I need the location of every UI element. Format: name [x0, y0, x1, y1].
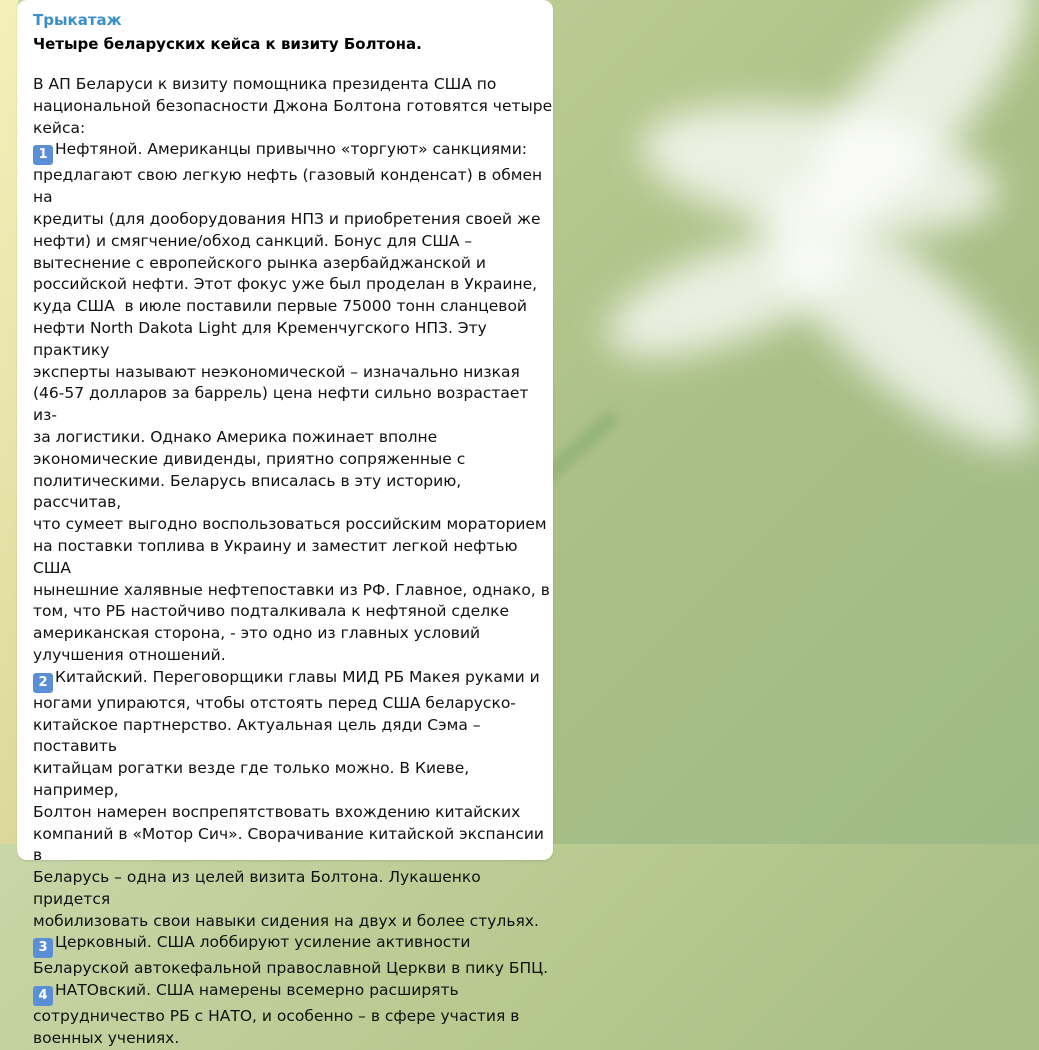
message-title: Четыре беларуских кейса к визиту Болтона.	[33, 35, 422, 53]
list-item-text: Нефтяной. Американцы привычно «торгуют» санкциями: предлагают свою легкую нефть (газовый конденсат) в обмен на кредиты (для дооборудования НПЗ и приобретения своей же нефти) и смягчение/обход санкций. Бонус для США – вытеснение с европейского рынка азербайджанской и российской нефти. Этот фокус уже был проделан в Украине, куда США в июле поставили первые 75000 тонн сланцевой нефти North Dakota Light для Кременчугского НПЗ. Эту практику эксперты называют неэкономической – изначально низкая (46-57 долларов за баррель) цена нефти сильно возрастает из- за логистики. Однако Америка пожинает вполне экономические дивиденды, приятно сопряженные с политическими. Беларусь вписалась в эту историю, рассчитав, что сумеет выгодно воспользоваться российским мораторием на поставки топлива в Украину и заместит легкой нефтью США нынешние халявные нефтепоставки из РФ. Главное, однако, в том, что РБ настойчиво подталкивала к нефтяной сделке американская сторона, - это одно из главных условий улучшения отношений.	[33, 140, 550, 664]
list-item	[33, 667, 553, 933]
list-item-text: НАТОвский. США намерены всемерно расширять сотрудничество РБ с НАТО, и особенно – в сфере участия в военных учениях.	[33, 981, 520, 1048]
keycap-number-icon: 4	[33, 986, 53, 1006]
list-item	[33, 980, 553, 1050]
message-intro: В АП Беларуси к визиту помощника президента США по национальной безопасности Джона Болтона готовятся четыре кейса:	[33, 75, 553, 137]
list-item	[33, 932, 553, 980]
channel-name-link[interactable]: Трыкатаж	[33, 11, 122, 29]
keycap-number-icon: 2	[33, 673, 53, 693]
list-item-text: Китайский. Переговорщики главы МИД РБ Макея руками и ногами упираются, чтобы отстоять перед США беларуско- китайское партнерство. Актуальная цель дяди Сэма – поставить китайцам рогатки везде где только можно. В Киеве, например, Болтон намерен воспрепятствовать вхождению китайских компаний в «Мотор Сич». Сворачивание китайской экспансии в Беларусь – одна из целей визита Болтона. Лукашенко придется мобилизовать свои навыки сидения на двух и более стульях.	[33, 667, 544, 930]
keycap-number-icon: 3	[33, 938, 53, 958]
list-item	[33, 139, 553, 666]
background-flower-edge	[0, 0, 18, 844]
keycap-number-icon: 1	[33, 145, 53, 165]
list-item-text: Церковный. США лоббируют усиление активности Беларуской автокефальной православной Церкви в пику БПЦ.	[33, 933, 549, 978]
message-bubble[interactable]	[17, 0, 553, 1048]
